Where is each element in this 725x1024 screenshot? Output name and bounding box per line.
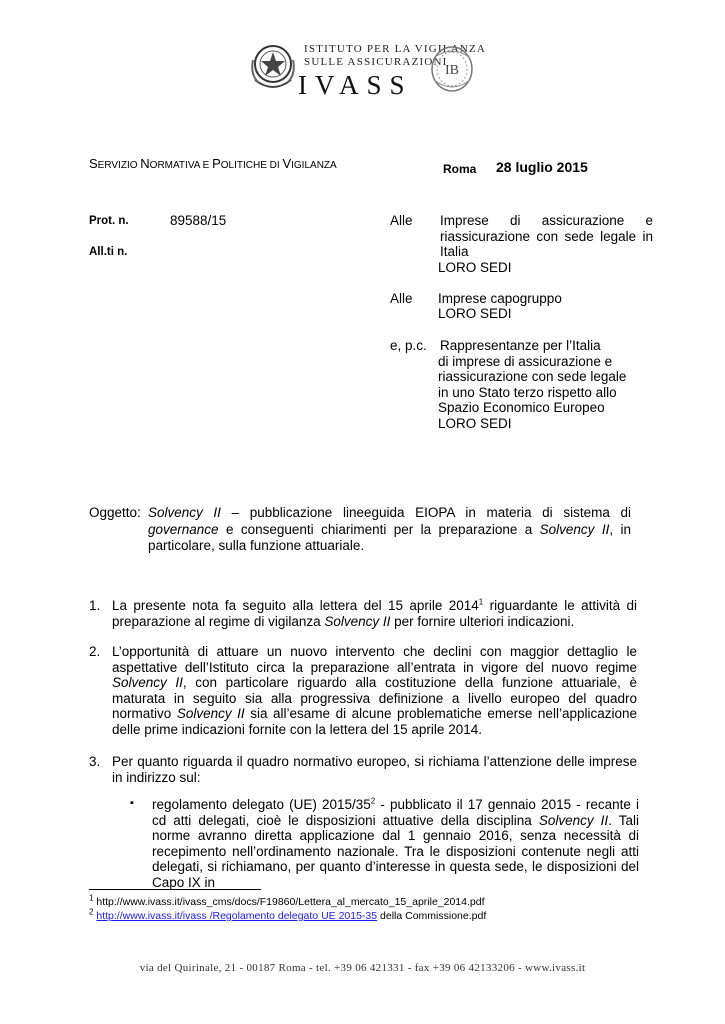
cc-line: Spazio Economico Europeo	[438, 400, 605, 415]
recipient2-sedi: LORO SEDI	[438, 306, 512, 321]
footnote-text: http://www.ivass.it/ivass_cms/docs/F19860/Lettera_al_mercato_15_aprile_2014.pdf	[93, 896, 485, 908]
footnote-ref: 2	[370, 796, 376, 806]
footnote-ref: 1	[478, 597, 484, 607]
paragraph-part: regolamento delegato (UE) 2015/35	[152, 797, 371, 812]
subject-part: e conseguenti chiarimenti per la preparazione a	[218, 521, 540, 537]
cc-prefix: e, p.c.	[390, 338, 427, 353]
footnote-2	[89, 907, 487, 922]
service-name-part: V	[282, 156, 292, 171]
paragraph-part: riguardante le attività di preparazione al regime di vigilanza	[112, 598, 637, 629]
ivass-brand: IVASS	[298, 70, 413, 100]
attachments-label: All.ti n.	[89, 246, 128, 258]
paragraph-2	[112, 644, 637, 738]
recipient1-line1: Imprese di assicurazione e	[440, 213, 653, 228]
paragraph-1	[112, 598, 637, 629]
footnote-number: 1	[89, 893, 94, 903]
service-name	[89, 156, 337, 171]
footnote-separator	[89, 889, 261, 890]
cc-recipients	[438, 338, 658, 431]
recipient1-sedi: LORO SEDI	[438, 260, 512, 275]
paragraph-part: Solvency II	[538, 812, 609, 828]
paragraph-3: Per quanto riguarda il quadro normativo europeo, si richiama l’attenzione delle imprese in indirizzo sul:	[112, 754, 637, 785]
subject-text	[148, 505, 631, 555]
cc-line: Rappresentanze per l’Italia	[440, 338, 601, 353]
paragraph-part: - pubblicato il 17 gennaio 2015 - recante i cd atti delegati, cioè le disposizioni attuative della disciplina	[152, 797, 639, 828]
paragraph-part: . Tali norme avranno diretta applicazione dal 1 gennaio 2016, senza necessità di recepimento nell’ordinamento nazionale. Tra le disposizioni contenute negli atti delegati, si richiamano, per quanto d’interesse in questa sede, le disposizioni del Capo IX in	[152, 812, 639, 890]
paragraph-part: sia all’esame di alcune problematiche emerse nell’applicazione delle prime indicazioni fornite con la lettera del 15 aprile 2014.	[112, 706, 637, 737]
bullet-item-regulation	[152, 797, 639, 890]
paragraph-part: La presente nota fa seguito alla lettera del 15 aprile 2014	[112, 598, 479, 613]
service-name-part: ERVIZIO	[97, 160, 141, 171]
subject-part: Solvency II	[539, 521, 610, 537]
paragraph-number: 3.	[89, 754, 101, 769]
paragraph-part: per fornire ulteriori indicazioni.	[390, 613, 575, 629]
subject-part: Solvency II	[148, 505, 221, 520]
protocol-label: Prot. n.	[89, 215, 129, 227]
paragraph-part: Solvency II	[324, 613, 391, 629]
paragraph-part: , con particolare riguardo alla costituzione della funzione attuariale, è maturata in seguito sia alla progressiva definizione a livello europeo del quadro normativo	[112, 675, 638, 722]
subject-part: , in particolare, sulla funzione attuariale.	[148, 521, 631, 553]
recipient1-line3: Italia	[440, 244, 469, 259]
ib-monogram-logo	[428, 44, 476, 94]
bullet-marker: ▪	[130, 797, 134, 809]
recipient2-name: Imprese capogruppo	[438, 291, 562, 306]
service-name-part: OLITICHE DI	[220, 160, 283, 171]
recipient1-line2: riassicurazione con sede legale in	[440, 228, 653, 244]
service-name-part: N	[140, 156, 150, 171]
footnote-number: 2	[89, 907, 94, 917]
protocol-number: 89588/15	[170, 213, 227, 228]
institute-name-line2: SULLE ASSICURAZIONI	[304, 56, 448, 68]
paragraph-number: 1.	[89, 598, 101, 613]
recipient1-prefix: Alle	[390, 213, 413, 228]
service-name-part: S	[89, 156, 98, 171]
footnote-1	[89, 893, 485, 908]
letter-date: 28 luglio 2015	[496, 159, 588, 175]
cc-line: riassicurazione con sede legale	[438, 369, 627, 384]
cc-line: in uno Stato terzo rispetto allo	[438, 384, 617, 400]
service-name-part: ORMATIVA E	[149, 160, 213, 171]
paragraph-number: 2.	[89, 644, 101, 659]
paragraph-part: Solvency II	[112, 675, 183, 691]
place: Roma	[443, 162, 477, 176]
footnote-link[interactable]: http://www.ivass.it/ivass /Regolamento delegato UE 2015-35	[96, 910, 378, 922]
footer-address: via del Quirinale, 21 - 00187 Roma - tel. +39 06 421331 - fax +39 06 42133206 - www.ivass.it	[139, 962, 586, 974]
subject-label: Oggetto:	[89, 505, 141, 520]
ib-monogram-text: IB	[445, 63, 459, 78]
recipient2-prefix: Alle	[390, 291, 413, 306]
subject-part: – pubblicazione lineeguida EIOPA in materia di sistema di	[220, 505, 631, 520]
recipient1-address	[440, 213, 653, 260]
cc-line: di imprese di assicurazione e	[438, 353, 613, 369]
service-name-part: IGILANZA	[291, 160, 337, 171]
paragraph-part: Solvency II	[176, 706, 245, 722]
service-name-part: P	[212, 156, 221, 171]
subject-part: governance	[148, 521, 219, 537]
paragraph-part: L’opportunità di attuare un nuovo intervento che declini con maggior dettaglio le aspettative dell’Istituto circa la preparazione all’entrata in vigore del nuovo regime	[112, 644, 637, 675]
footnote-text: della Commissione.pdf	[377, 910, 487, 922]
cc-line: LORO SEDI	[438, 415, 512, 431]
italian-republic-emblem-icon	[250, 40, 296, 92]
institute-name-line1: ISTITUTO PER LA VIGILANZA	[304, 43, 487, 55]
